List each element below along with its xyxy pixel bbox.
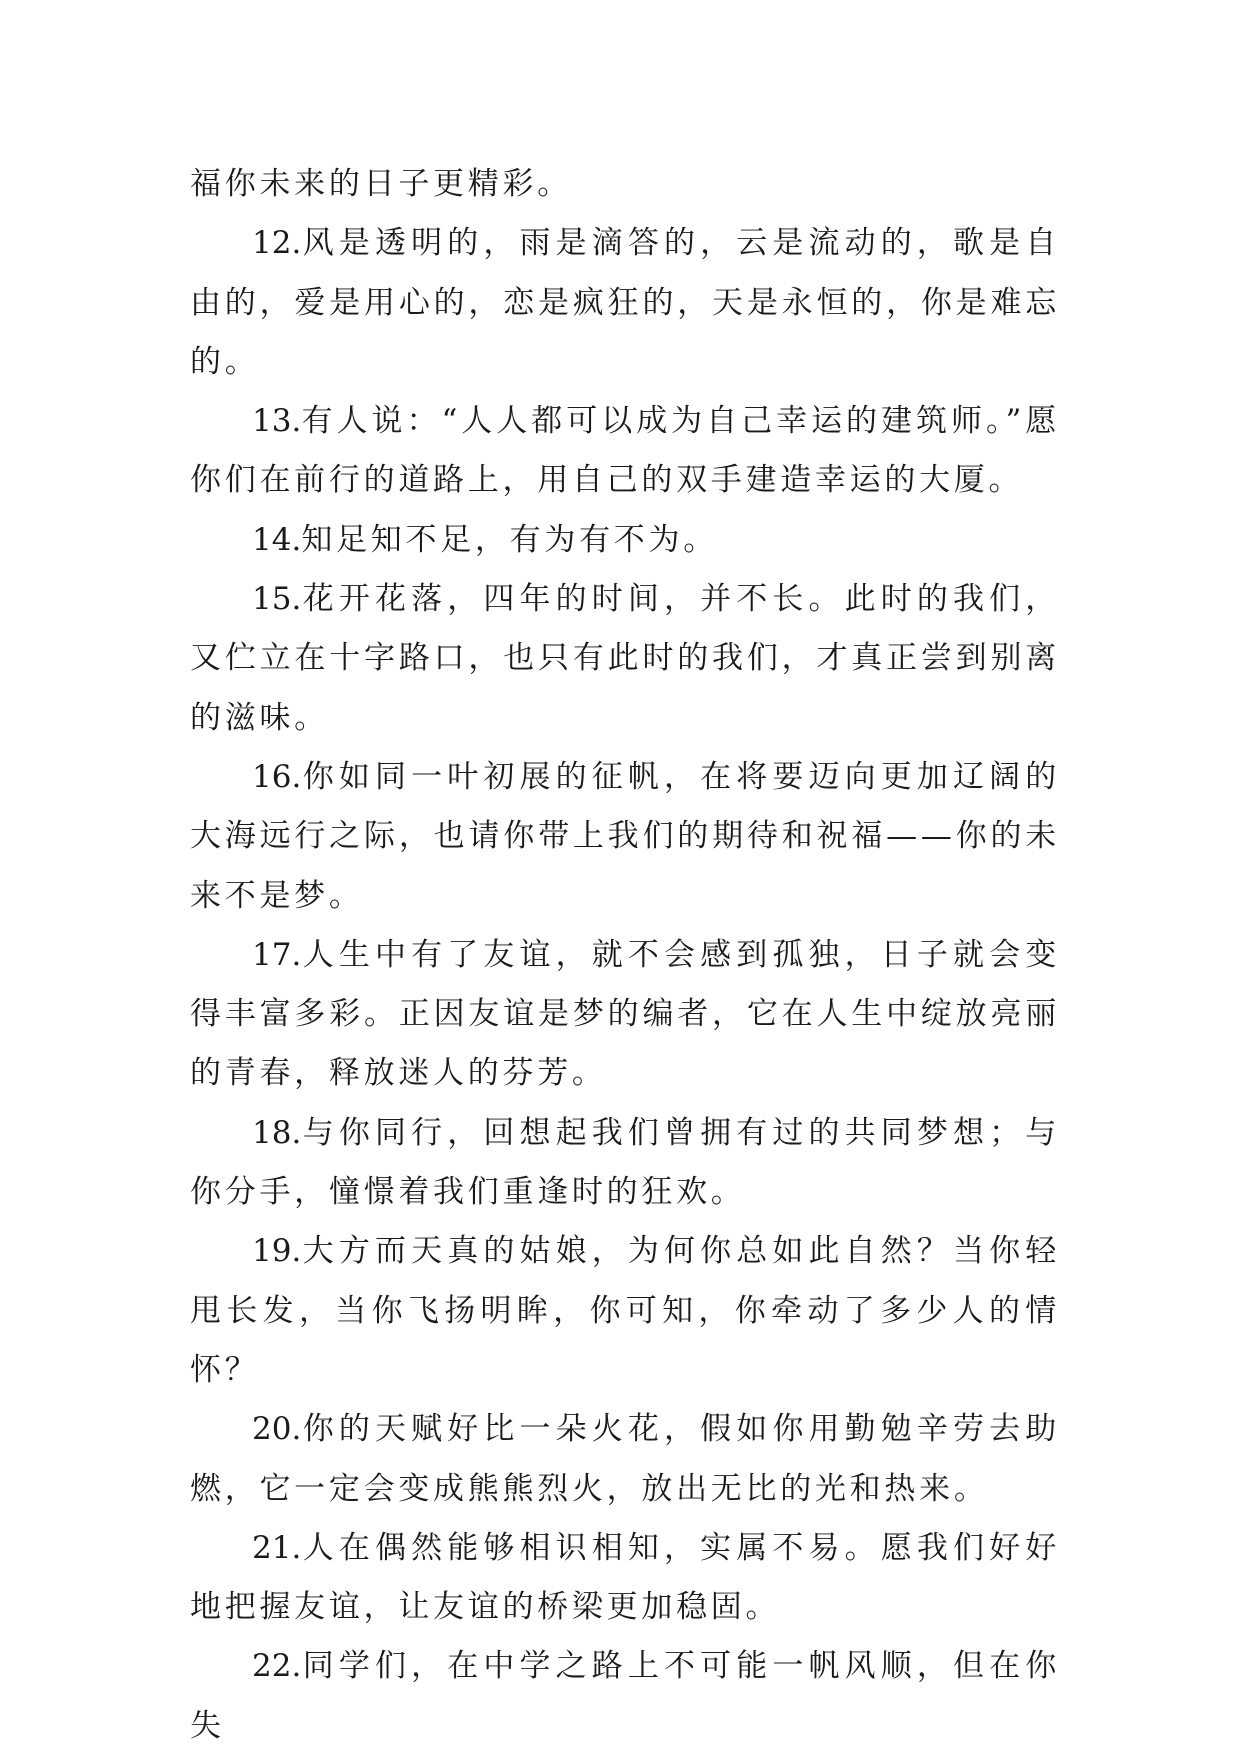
- paragraph-15: [190, 570, 1060, 748]
- paragraph-22: [190, 1637, 1060, 1756]
- paragraph-number: 17.: [252, 936, 302, 973]
- paragraph-text: 福你未来的日子更精彩。: [190, 166, 572, 202]
- paragraph-number: 21.: [252, 1529, 302, 1566]
- paragraph-18: [190, 1104, 1060, 1223]
- paragraph-14: [190, 511, 1060, 570]
- paragraph-text: 人在偶然能够相识相知，实属不易。愿我们好好地把握友谊，让友谊的桥梁更加稳固。: [190, 1529, 1060, 1626]
- paragraph-text: 有人说：“人人都可以成为自己幸运的建筑师。”愿你们在前行的道路上，用自己的双手建造幸运的大厦。: [190, 403, 1060, 499]
- paragraph-20: [190, 1400, 1060, 1519]
- paragraph-text: 花开花落，四年的时间，并不长。此时的我们，又伫立在十字路口，也只有此时的我们，才真正尝到别离的滋味。: [190, 581, 1060, 736]
- paragraph-number: 13.: [252, 403, 302, 440]
- paragraph-number: 18.: [252, 1114, 302, 1151]
- paragraph-12: [190, 214, 1060, 392]
- paragraph-text: 与你同行，回想起我们曾拥有过的共同梦想；与你分手，憧憬着我们重逢时的狂欢。: [190, 1114, 1060, 1211]
- paragraph-number: 20.: [252, 1411, 302, 1448]
- paragraph-16: [190, 748, 1060, 926]
- paragraph-continuation: [190, 155, 1060, 214]
- paragraph-number: 19.: [252, 1233, 302, 1270]
- paragraph-text: 你的天赋好比一朵火花，假如你用勤勉辛劳去助燃，它一定会变成熊熊烈火，放出无比的光和热来。: [190, 1411, 1060, 1507]
- paragraph-number: 15.: [252, 581, 302, 618]
- paragraph-text: 人生中有了友谊，就不会感到孤独，日子就会变得丰富多彩。正因友谊是梦的编者，它在人生中绽放亮丽的青春，释放迷人的芬芳。: [190, 936, 1060, 1092]
- paragraph-13: [190, 392, 1060, 511]
- paragraph-number: 16.: [252, 758, 302, 795]
- paragraph-number: 14.: [252, 521, 302, 558]
- paragraph-17: [190, 926, 1060, 1104]
- paragraph-text: 风是透明的，雨是滴答的，云是流动的，歌是自由的，爱是用心的，恋是疯狂的，天是永恒的，你是难忘的。: [190, 225, 1060, 380]
- paragraph-text: 你如同一叶初展的征帆，在将要迈向更加辽阔的大海远行之际，也请你带上我们的期待和祝福——你的未来不是梦。: [190, 758, 1060, 914]
- paragraph-19: [190, 1222, 1060, 1400]
- document-body: [190, 155, 1060, 1756]
- paragraph-number: 12.: [252, 225, 302, 262]
- paragraph-number: 22.: [252, 1648, 302, 1685]
- paragraph-text: 同学们，在中学之路上不可能一帆风顺，但在你失: [190, 1648, 1060, 1744]
- paragraph-21: [190, 1519, 1060, 1638]
- paragraph-text: 大方而天真的姑娘，为何你总如此自然？当你轻甩长发，当你飞扬明眸，你可知，你牵动了多少人的情怀？: [190, 1233, 1060, 1388]
- paragraph-text: 知足知不足，有为有不为。: [301, 521, 718, 558]
